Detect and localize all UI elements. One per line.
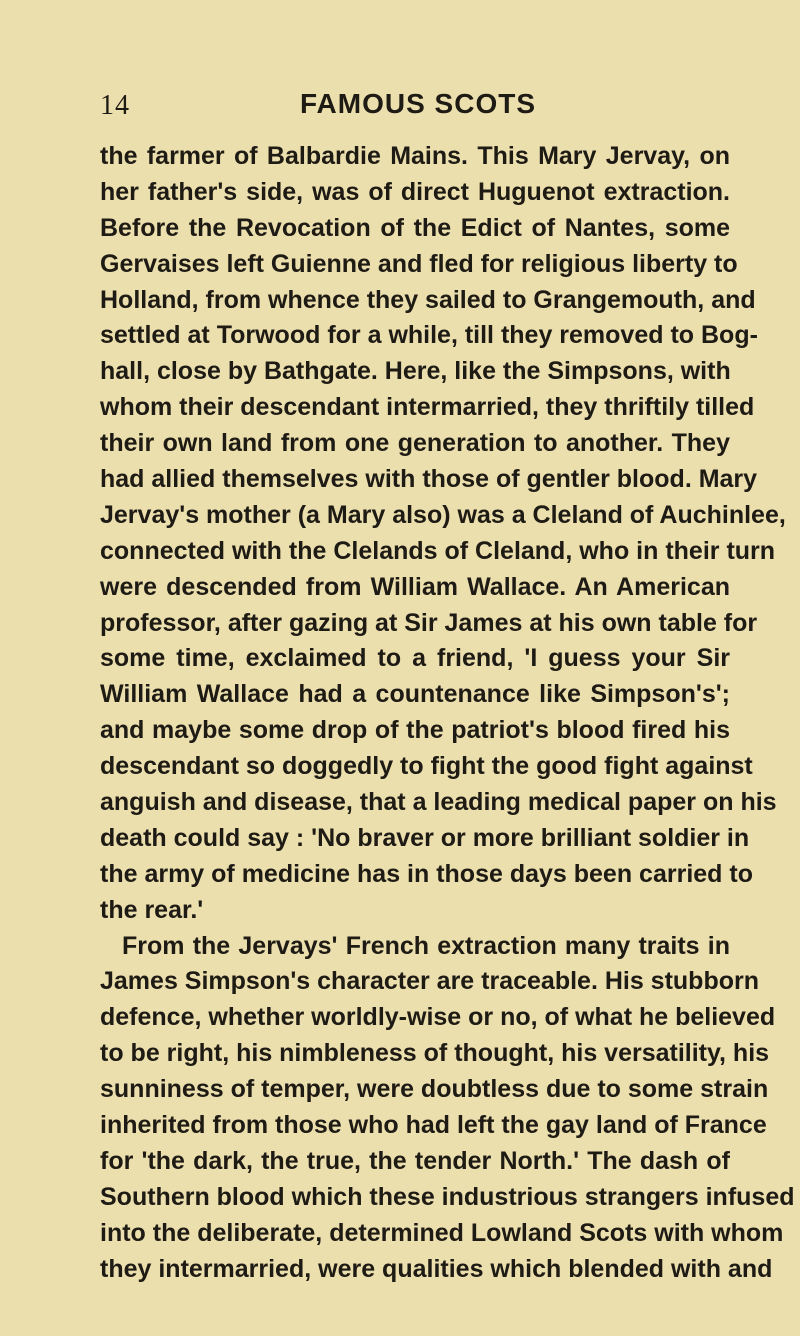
body-text <box>100 139 795 1288</box>
text-line: and maybe some drop of the patriot's blood fired his <box>100 716 730 745</box>
text-line: the army of medicine has in those days been carried to <box>100 859 753 888</box>
text-line: James Simpson's character are traceable. His stubborn <box>100 967 759 996</box>
text-line: death could say : 'No braver or more brilliant soldier in <box>100 823 750 852</box>
text-line: professor, after gazing at Sir James at his own table for <box>100 608 758 637</box>
text-line: Before the Revocation of the Edict of Nantes, some <box>100 213 730 242</box>
text-line: hall, close by Bathgate. Here, like the Simpsons, with <box>100 357 731 386</box>
text-line: their own land from one generation to another. They <box>100 429 730 458</box>
text-line: were descended from William Wallace. An American <box>100 572 730 601</box>
text-line: Southern blood which these industrious strangers infused <box>100 1182 795 1211</box>
text-line: descendant so doggedly to fight the good fight against <box>100 752 753 781</box>
text-line: anguish and disease, that a leading medical paper on his <box>100 788 777 817</box>
text-line: had allied themselves with those of gentler blood. Mary <box>100 465 758 494</box>
page-number: 14 <box>100 90 130 121</box>
paragraph-first-line: From the Jervays' French extraction many traits in <box>122 931 730 960</box>
text-line: connected with the Clelands of Cleland, who in their turn <box>100 536 776 565</box>
text-line: defence, whether worldly-wise or no, of what he believed <box>100 1003 776 1032</box>
text-line: her father's side, was of direct Huguenot extraction. <box>100 177 730 206</box>
text-line: some time, exclaimed to a friend, 'I guess your Sir <box>100 644 730 673</box>
running-title: FAMOUS SCOTS <box>300 88 537 119</box>
text-line: sunniness of temper, were doubtless due to some strain <box>100 1075 769 1104</box>
text-line: inherited from those who had left the gay land of France <box>100 1111 767 1140</box>
text-line: Holland, from whence they sailed to Grangemouth, and <box>100 285 756 314</box>
text-line: they intermarried, were qualities which blended with and <box>100 1254 773 1283</box>
text-line: William Wallace had a countenance like Simpson's'; <box>100 680 730 709</box>
text-line: to be right, his nimbleness of thought, his versatility, his <box>100 1039 770 1068</box>
text-line: whom their descendant intermarried, they thriftily tilled <box>100 393 755 422</box>
text-line: into the deliberate, determined Lowland Scots with whom <box>100 1218 784 1247</box>
text-line: Gervaises left Guienne and fled for religious liberty to <box>100 249 738 278</box>
text-line: settled at Torwood for a while, till they removed to Bog- <box>100 321 758 350</box>
text-line: Jervay's mother (a Mary also) was a Cleland of Auchinlee, <box>100 500 786 529</box>
paragraph-end-line: the rear.' <box>100 895 204 924</box>
text-line: for 'the dark, the true, the tender North.' The dash of <box>100 1146 730 1175</box>
text-line: the farmer of Balbardie Mains. This Mary Jervay, on <box>100 142 730 170</box>
